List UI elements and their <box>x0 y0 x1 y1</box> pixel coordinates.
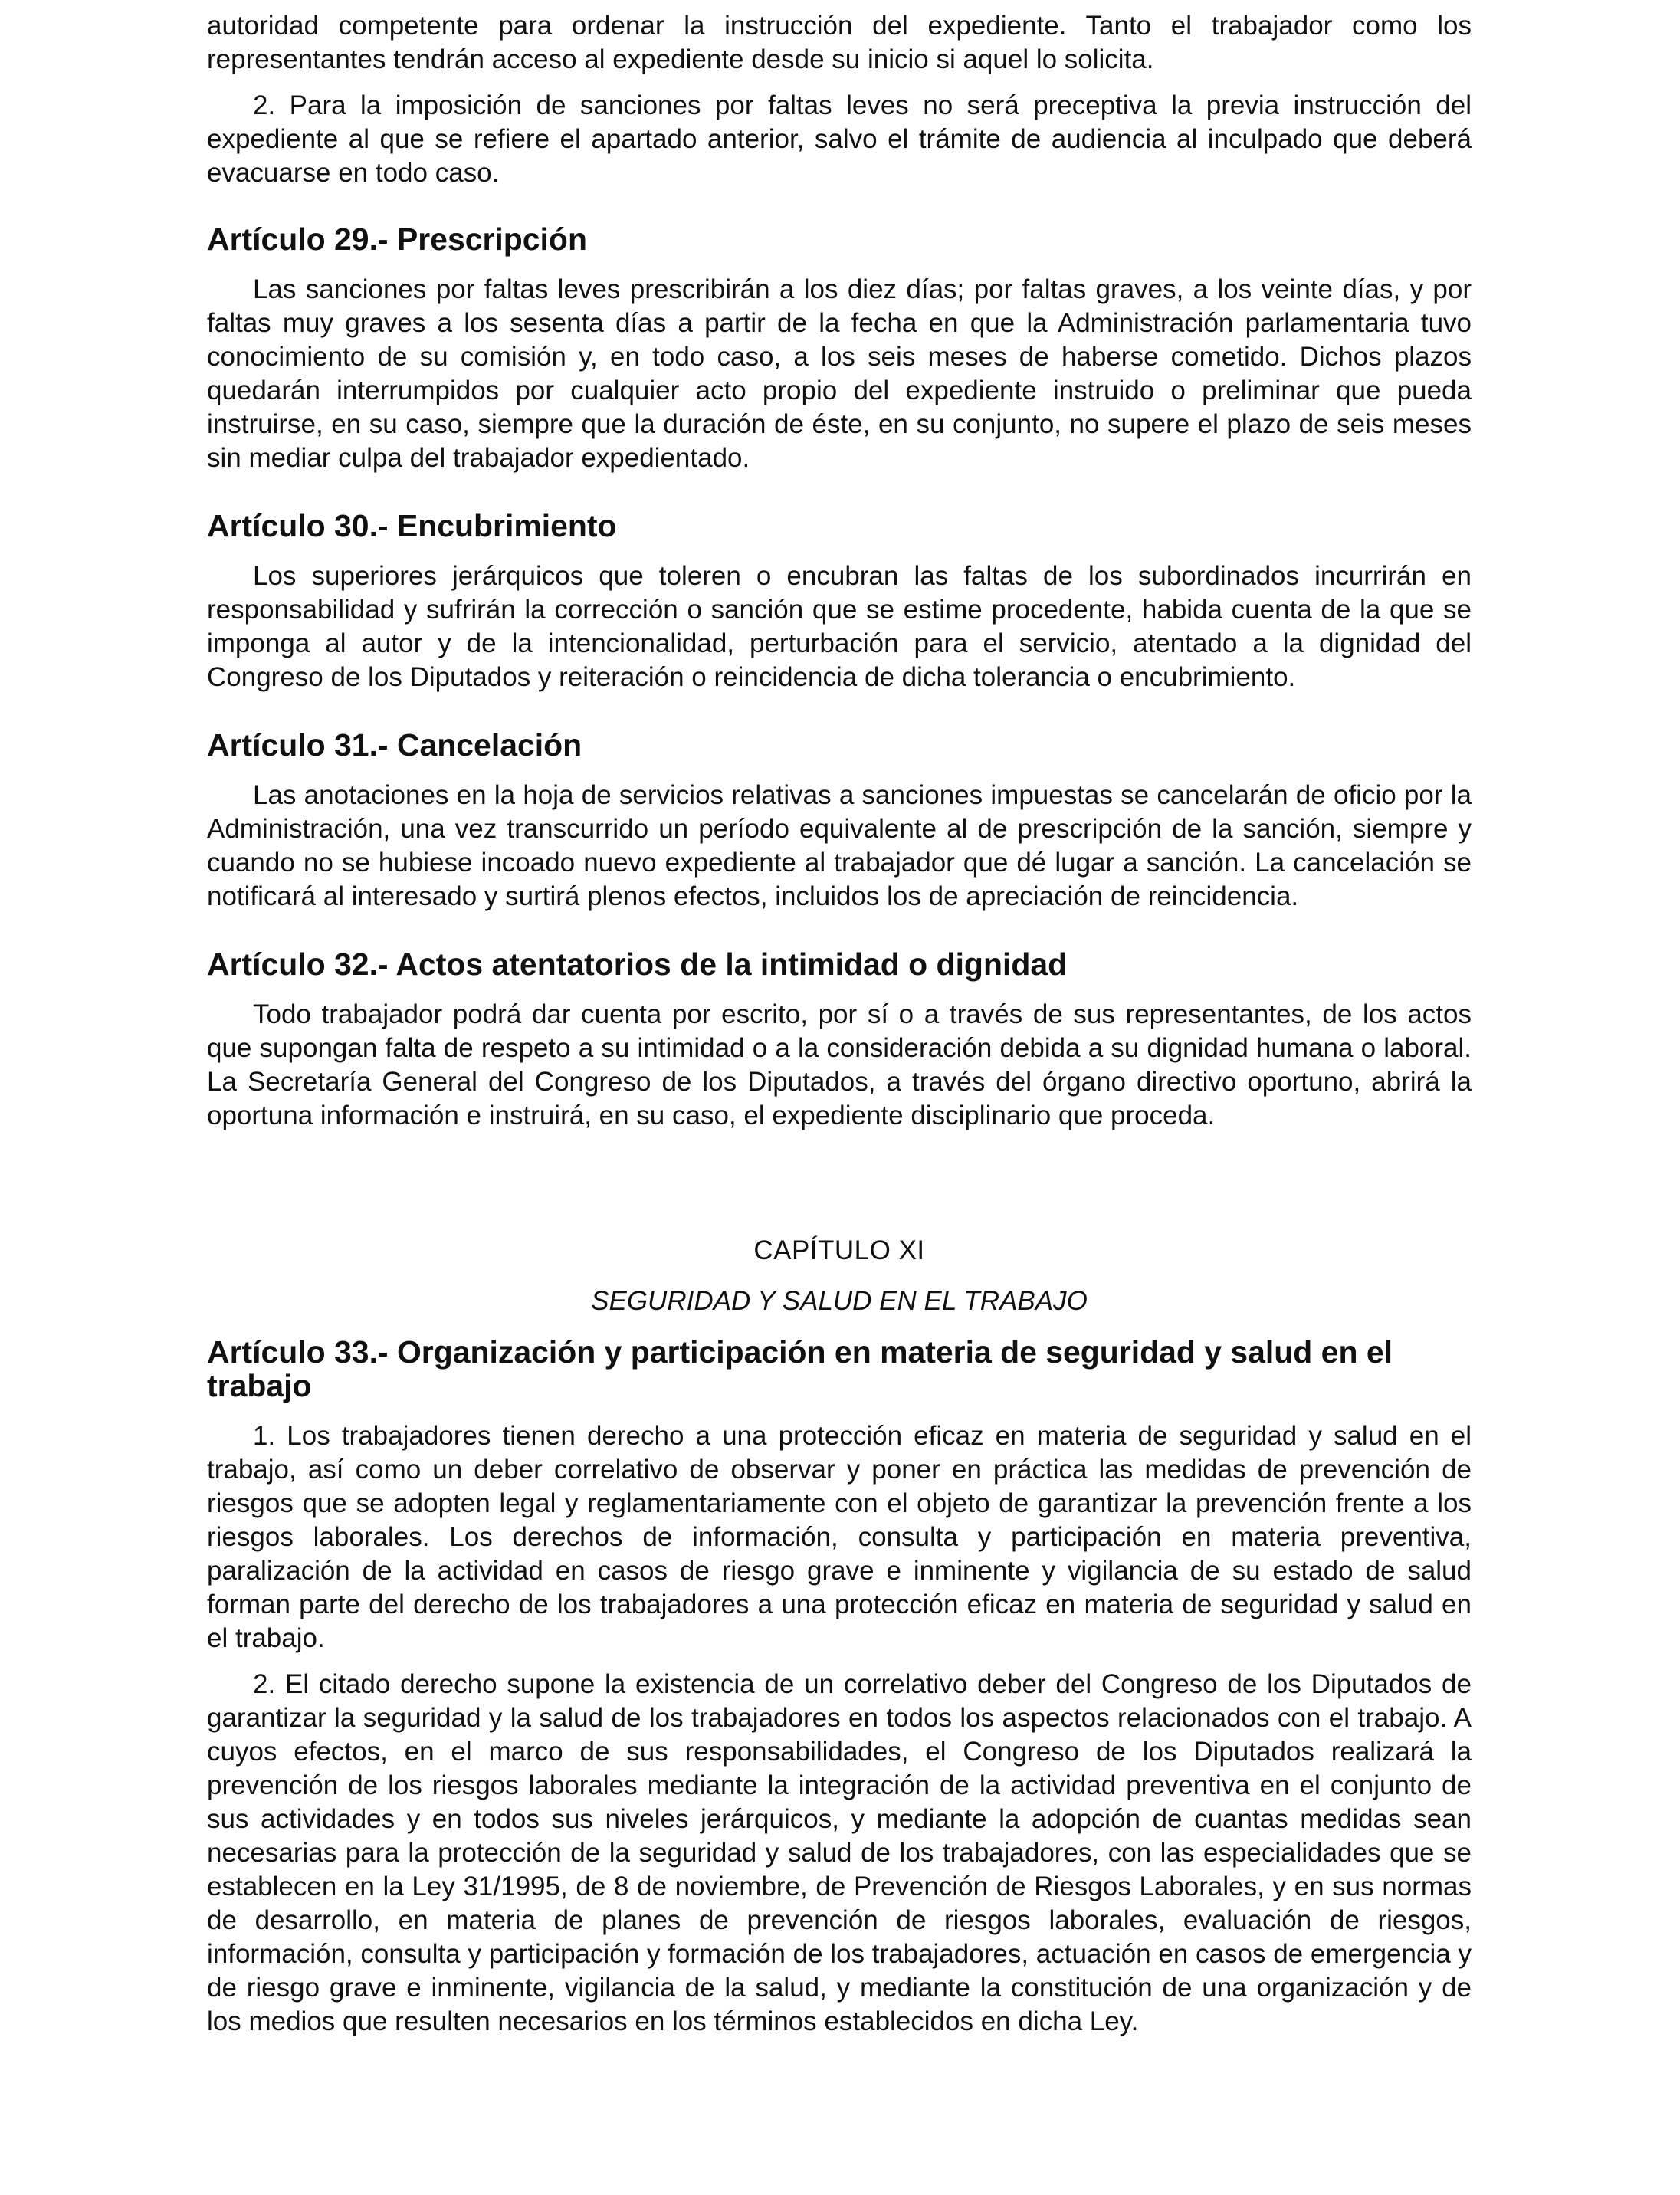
document-page <box>207 9 1472 2051</box>
article-32-title: Artículo 32.- Actos atentatorios de la intimidad o dignidad <box>207 947 1068 982</box>
article-29-paragraph: Las sanciones por faltas leves prescribirán a los diez días; por faltas graves, a los veinte días, y por faltas muy graves a los sesenta días a partir de la fecha en que la Administración parlamentaria tuvo conocimiento de su comisión y, en todo caso, a los seis meses de haberse cometido. Dichos plazos quedarán interrumpidos por cualquier acto propio del expediente instruido o preliminar que pueda instruirse, en su caso, siempre que la duración de éste, en su conjunto, no supere el plazo de seis meses sin mediar culpa del trabajador expedientado. <box>207 274 1472 473</box>
article-33-title: Artículo 33.- Organización y participación en materia de seguridad y salud en el trabajo <box>207 1334 1393 1403</box>
article-33-paragraph-1: 1. Los trabajadores tienen derecho a una protección eficaz en materia de seguridad y salud en el trabajo, así como un deber correlativo de observar y poner en práctica las medidas de prevención de riesgos que se adopten legal y reglamentariamente con el objeto de garantizar la prevención frente a los riesgos laborales. Los derechos de información, consulta y participación en materia preventiva, paralización de la actividad en casos de riesgo grave e inminente y vigilancia de su estado de salud forman parte del derecho de los trabajadores a una protección eficaz en materia de seguridad y salud en el trabajo. <box>207 1421 1472 1653</box>
chapter-number: CAPÍTULO XI <box>753 1235 925 1265</box>
article-30-paragraph: Los superiores jerárquicos que toleren o encubran las faltas de los subordinados incurrirán en responsabilidad y sufrirán la corrección o sanción que se estime procedente, habida cuenta de la que se imponga al autor y de la intencionalidad, perturbación para el servicio, atentado a la dignidad del Congreso de los Diputados y reiteración o reincidencia de dicha tolerancia o encubrimiento. <box>207 561 1472 692</box>
article-30-title: Artículo 30.- Encubrimiento <box>207 508 617 543</box>
article-31-paragraph: Las anotaciones en la hoja de servicios relativas a sanciones impuestas se cancelarán de oficio por la Administración, una vez transcurrido un período equivalente al de prescripción de la sanción, siempre y cuando no se hubiese incoado nuevo expediente al trabajador que dé lugar a sanción. La cancelación se notificará al interesado y surtirá plenos efectos, incluidos los de apreciación de reincidencia. <box>207 780 1472 911</box>
article-31-title: Artículo 31.- Cancelación <box>207 727 582 763</box>
continuation-paragraph-2: 2. Para la imposición de sanciones por faltas leves no será preceptiva la previa instrucción del expediente al que se refiere el apartado anterior, salvo el trámite de audiencia al inculpado que deberá evacuarse en todo caso. <box>207 90 1472 188</box>
article-32-paragraph: Todo trabajador podrá dar cuenta por escrito, por sí o a través de sus representantes, de los actos que supongan falta de respeto a su intimidad o a la consideración debida a su dignidad humana o laboral. La Secretaría General del Congreso de los Diputados, a través del órgano directivo oportuno, abrirá la oportuna información e instruirá, en su caso, el expediente disciplinario que proceda. <box>207 999 1472 1130</box>
continuation-paragraph: autoridad competente para ordenar la instrucción del expediente. Tanto el trabajador como los representantes tendrán acceso al expediente desde su inicio si aquel lo solicita. <box>207 11 1472 74</box>
chapter-title: SEGURIDAD Y SALUD EN EL TRABAJO <box>591 1286 1088 1316</box>
article-33-paragraph-2: 2. El citado derecho supone la existencia de un correlativo deber del Congreso de los Diputados de garantizar la seguridad y la salud de los trabajadores en todos los aspectos relacionados con el trabajo. A cuyos efectos, en el marco de sus responsabilidades, el Congreso de los Diputados realizará la prevención de los riesgos laborales mediante la integración de la actividad preventiva en el conjunto de sus actividades y en todos sus niveles jerárquicos, y mediante la adopción de cuantas medidas sean necesarias para la protección de la seguridad y salud de los trabajadores, con las especialidades que se establecen en la Ley 31/1995, de 8 de noviembre, de Prevención de Riesgos Laborales, y en sus normas de desarrollo, en materia de planes de prevención de riesgos laborales, evaluación de riesgos, información, consulta y participación y formación de los trabajadores, actuación en casos de emergencia y de riesgo grave e inminente, vigilancia de la salud, y mediante la constitución de una organización y de los medios que resulten necesarios en los términos establecidos en dicha Ley. <box>207 1669 1472 2036</box>
article-29-title: Artículo 29.- Prescripción <box>207 221 587 257</box>
